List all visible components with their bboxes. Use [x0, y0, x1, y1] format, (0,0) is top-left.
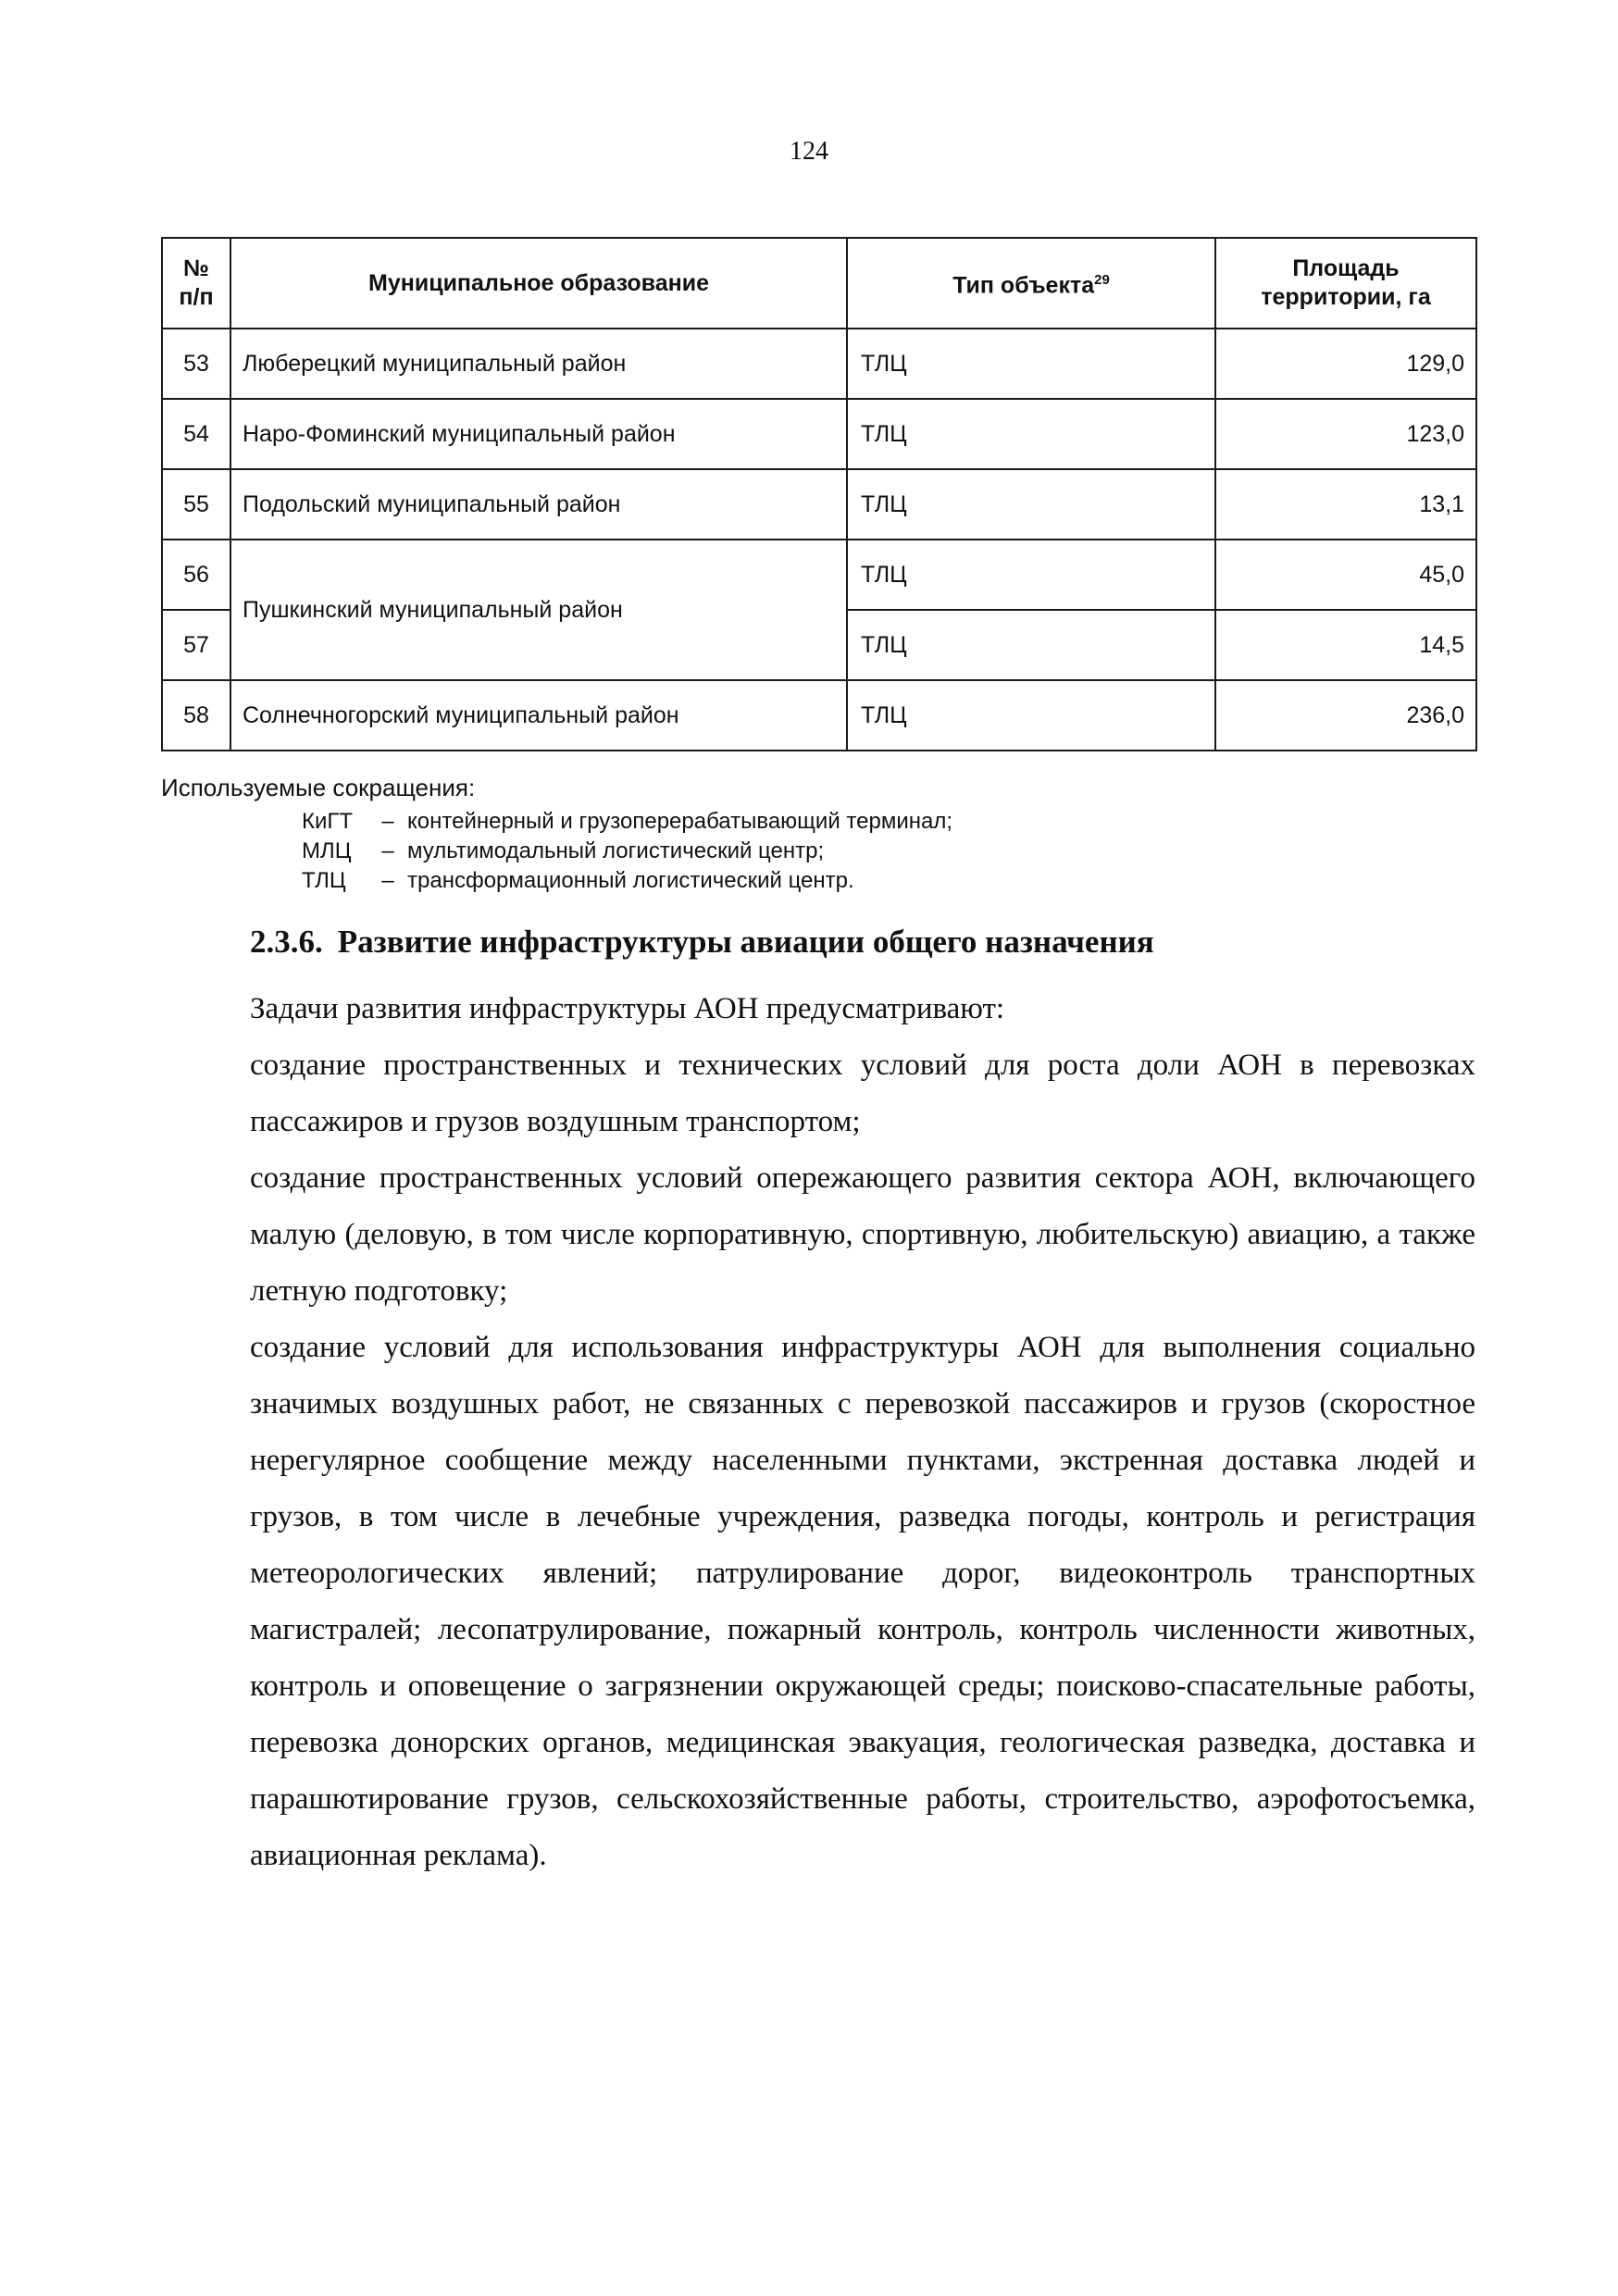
header-type-label: Тип объекта [952, 272, 1095, 299]
row-area: 236,0 [1215, 680, 1476, 751]
section-heading [250, 924, 1154, 961]
row-type: ТЛЦ [847, 399, 1215, 469]
row-type: ТЛЦ [847, 680, 1215, 751]
row-num: 58 [162, 680, 230, 751]
paragraph: создание пространственных условий опережающего развития сектора АОН, включающего малую (деловую, в том числе корпоративную, спортивную, любительскую) авиацию, а также летную подготовку; [250, 1161, 1475, 1308]
row-municipality: Пушкинский муниципальный район [230, 540, 847, 680]
abbreviation-item [302, 837, 952, 866]
row-area: 13,1 [1215, 469, 1476, 540]
paragraph: создание пространственных и технических условий для роста доли АОН в перевозках пассажиров и грузов воздушным транспортом; [250, 1049, 1475, 1138]
header-area: Площадь территории, га [1215, 238, 1476, 329]
row-type: ТЛЦ [847, 329, 1215, 399]
abbreviation-dash: – [381, 809, 394, 834]
paragraph: Задачи развития инфраструктуры АОН предусматривают: [250, 992, 1005, 1025]
row-municipality: Наро-Фоминский муниципальный район [230, 399, 847, 469]
row-type: ТЛЦ [847, 469, 1215, 540]
header-municipality: Муниципальное образование [230, 238, 847, 329]
row-area: 129,0 [1215, 329, 1476, 399]
abbreviations-list [302, 807, 952, 896]
header-num: № п/п [162, 238, 230, 329]
row-num: 55 [162, 469, 230, 540]
row-num: 53 [162, 329, 230, 399]
row-area: 45,0 [1215, 540, 1476, 610]
row-num: 57 [162, 610, 230, 680]
table-header-row [162, 238, 1476, 329]
page-number: 124 [790, 137, 828, 166]
abbreviation-code: КиГТ [302, 809, 354, 834]
abbreviation-dash: – [381, 868, 394, 893]
abbreviation-code: ТЛЦ [302, 868, 346, 893]
row-type: ТЛЦ [847, 610, 1215, 680]
abbreviation-text: контейнерный и грузоперерабатывающий терминал; [407, 809, 953, 834]
row-municipality: Солнечногорский муниципальный район [230, 680, 847, 751]
section-body [250, 981, 1475, 1884]
abbreviation-text: мультимодальный логистический центр; [407, 838, 825, 863]
table-row [162, 399, 1476, 469]
abbreviations-title: Используемые сокращения: [161, 774, 476, 801]
row-municipality: Подольский муниципальный район [230, 469, 847, 540]
row-num: 54 [162, 399, 230, 469]
header-type [847, 238, 1215, 329]
section-number: 2.3.6. [250, 924, 323, 960]
table-row [162, 469, 1476, 540]
abbreviation-dash: – [381, 838, 394, 863]
table-row [162, 680, 1476, 751]
paragraph: создание условий для использования инфраструктуры АОН для выполнения социально значимых воздушных работ, не связанных с перевозкой пассажиров и грузов (скоростное нерегулярное сообщение между населенными пунктами, экстренная доставка людей и грузов, в том числе в лечебные учреждения, разведка погоды, контроль и регистрация метеорологических явлений; патрулирование дорог, видеоконтроль транспортных магистралей; лесопатрулирование, пожарный контроль, контроль численности животных, контроль и оповещение о загрязнении окружающей среды; поисково-спасательные работы, перевозка донорских органов, медицинская эвакуация, геологическая разведка, доставка и парашютирование грузов, сельскохозяйственные работы, строительство, аэрофотосъемка, авиационная реклама). [250, 1331, 1475, 1872]
footnote-ref: 29 [1094, 272, 1110, 289]
abbreviation-text: трансформационный логистический центр. [407, 868, 854, 893]
table-row [162, 329, 1476, 399]
section-title: Развитие инфраструктуры авиации общего назначения [337, 924, 1154, 960]
objects-table [161, 237, 1477, 751]
row-area: 123,0 [1215, 399, 1476, 469]
row-num: 56 [162, 540, 230, 610]
row-type: ТЛЦ [847, 540, 1215, 610]
table-row [162, 540, 1476, 610]
abbreviation-code: МЛЦ [302, 838, 352, 863]
abbreviation-item [302, 866, 952, 896]
row-municipality: Люберецкий муниципальный район [230, 329, 847, 399]
row-area: 14,5 [1215, 610, 1476, 680]
abbreviation-item [302, 807, 952, 837]
